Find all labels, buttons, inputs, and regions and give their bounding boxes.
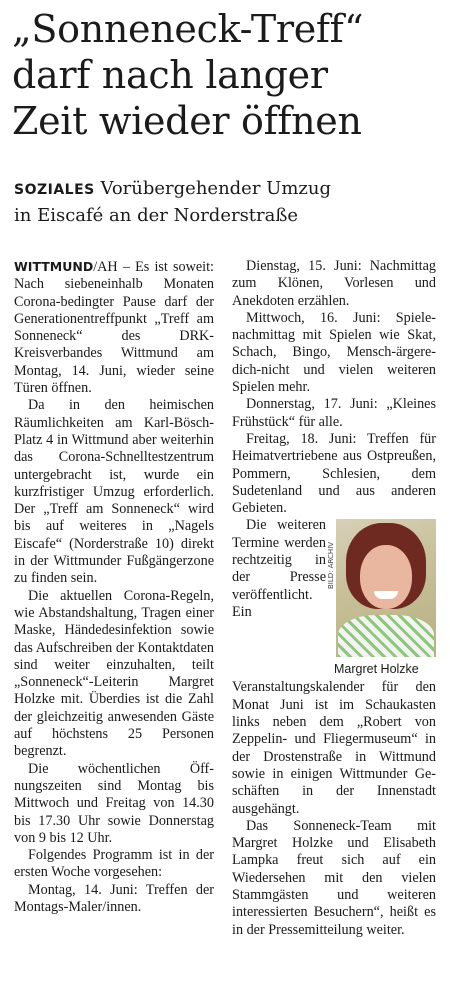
portrait-face xyxy=(360,545,412,609)
section-kicker: SOZIALES xyxy=(14,182,95,198)
article-paragraph: Die aktuellen Corona-Regeln, wie Abstandshaltung, Tragen einer Maske, Händedesinfektion sowie das Aufschreiben der Kontaktdaten sind weiter einzuhalten, teilt „Sonneneck“-Leiterin Margret Holzke mit. Überdies ist die Zahl der gleichzeitig anwesenden Gäste auf höchstens 25 Personen begrenzt. xyxy=(14,587,214,760)
article-paragraph: Dienstag, 15. Juni: Nachmittag zum Klönen, Vorlesen und Anekdoten erzählen. xyxy=(232,258,436,309)
photo-credit: BILD: ARCHIV xyxy=(327,542,335,590)
article-column-2 xyxy=(232,258,436,939)
subheadline xyxy=(14,176,444,228)
article-paragraph: Die weiteren Termine werden rechtzeitig in der Presse veröffentlicht. Ein Veranstaltungskalender für den Monat Juni ist im Schaukasten links neben dem „Robert von Zeppelin- und Fliegermuseum“ in der Drostenstraße in Wittmund sowie in einigen Wittmunder Geschäften in der Innenstadt ausgehängt. xyxy=(232,517,436,817)
portrait-figure xyxy=(327,519,436,677)
article-paragraph: Freitag, 18. Juni: Treffen für Heimatvertriebene aus Ostpreußen, Pommern, Schlesien, dem Sudetenland und aus anderen Gebieten. xyxy=(232,430,436,517)
article-paragraph: Folgendes Programm ist in der ersten Woche vorgesehen: xyxy=(14,847,214,881)
portrait-shirt xyxy=(338,615,434,657)
article-paragraph: WITTMUND/AH – Es ist soweit: Nach siebeneinhalb Monaten Corona-bedingter Pause darf der Generationentreffpunkt „Treff am Sonneneck“ des DRK-Kreisverbandes Wittmund am Montag, 14. Juni, wieder seine Türen öffnen. xyxy=(14,259,214,397)
article-paragraph: Donnerstag, 17. Juni: „Kleines Frühstück“ für alle. xyxy=(232,396,436,430)
photo-caption: Margret Holzke xyxy=(334,662,419,677)
headline xyxy=(12,6,442,144)
article-paragraph: Da in den heimischen Räumlichkeiten am Karl-Bösch-Platz 4 in Wittmund aber weiterhin das Corona-Schnelltestzentrum untergebracht ist, wurde ein kurzfristiger Umzug erforderlich. Der „Treff am Sonneneck“ wird bis auf weiteres in „Nagels Eiscafe“ (Norderstraße 10) direkt in der Wittmunder Fußgängerzone zu finden sein. xyxy=(14,397,214,587)
author-tag: /AH xyxy=(93,259,118,275)
article-paragraph: Die wöchentlichen Öffnungszeiten sind Montag bis Mittwoch und Freitag von 14.30 bis 17.30 Uhr sowie Donnerstag von 9 bis 12 Uhr. xyxy=(14,760,214,846)
article-paragraph: Montag, 14. Juni: Treffen der Montags-Maler/innen. xyxy=(14,881,214,915)
headline-line-1: „Sonneneck-Treff“ xyxy=(12,7,364,51)
headline-line-2: darf nach langer xyxy=(12,53,328,97)
headline-line-3: Zeit wieder öffnen xyxy=(12,99,362,143)
subheadline-line-1: Vorübergehender Umzug xyxy=(100,178,331,199)
portrait-photo xyxy=(336,519,436,657)
subheadline-line-2: in Eiscafé an der Norderstraße xyxy=(14,205,299,226)
article-paragraph: Das Sonneneck-Team mit Margret Holzke und Elisabeth Lampka freut sich auf ein Wiedersehen mit den vielen Stammgästen und weiteren interessierten Besuchern“, heißt es in der Pressemitteilung weiter. xyxy=(232,817,436,938)
article-column-1 xyxy=(14,258,214,916)
article-paragraph: Mittwoch, 16. Juni: Spielenachmittag mit Spielen wie Skat, Schach, Bingo, Mensch-ärgere-dich-nicht und vielen weiteren Spielen mehr. xyxy=(232,309,436,396)
dateline: WITTMUND xyxy=(14,259,94,274)
